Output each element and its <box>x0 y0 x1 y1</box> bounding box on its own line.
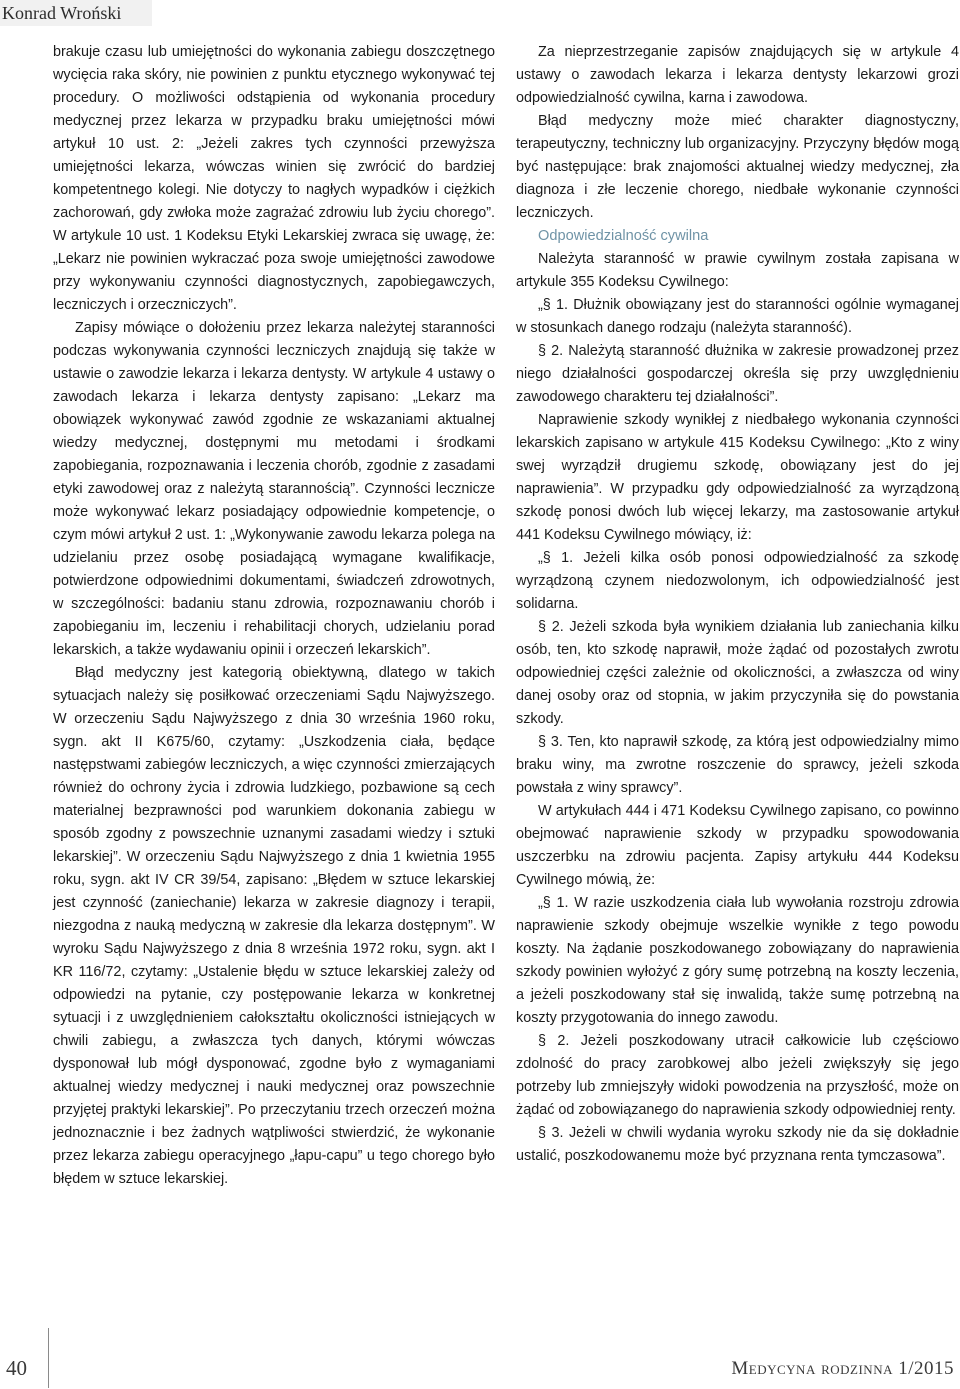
paragraph: Zapisy mówiące o dołożeniu przez lekarza należytej staranności podczas wykonywania czynności leczniczych znajdują się także w ustawie o zawodzie lekarza i lekarza dentysty. W artykule 4 ustawy o zawodach lekarza i lekarza dentysty zapisano: „Lekarz ma obowiązek wykonywać zawód zgodnie ze wskazaniami aktualnej wiedzy medycznej, dostępnymi mu metodami i środkami zapobiegania, rozpoznawania i leczenia chorób, zgodnie z zasadami etyki zawodowej oraz z należytą starannością”. Czynności lecznicze może wykonywać lekarz posiadający odpowiednie kompetencje, o czym mówi artykuł 2 ust. 1: „Wykonywanie zawodu lekarza polega na udzielaniu przez osobę posiadającą wymagane kwalifikacje, potwierdzone odpowiednimi dokumentami, świadczeń zdrowotnych, w szczególności: badaniu stanu zdrowia, rozpoznawaniu chorób i zapobieganiu im, leczeniu i rehabilitacji chorych, udzielaniu porad lekarskich, a także wydawaniu opinii i orzeczeń lekarskich”. <box>53 320 495 658</box>
journal-name: Medycyna rodzinna 1/2015 <box>731 1358 954 1379</box>
paragraph: Naprawienie szkody wynikłej z niedbałego wykonania czynności lekarskich zapisano w artykule 415 Kodeksu Cywilnego: „Kto z winy swej wyrządził drugiemu szkodę, obowiązany jest do jej naprawienia”. W przypadku gdy odpowiedzialność za wyrządzoną szkodę ponosi dwóch lub więcej lekarzy, ma zastosowanie artykuł 441 Kodeksu Cywilnego mówiący, iż: <box>516 412 959 543</box>
paragraph: § 3. Ten, kto naprawił szkodę, za którą jest odpowiedzialny mimo braku winy, ma zwrotne roszczenie do sprawcy, jeżeli szkoda powstała z winy sprawcy”. <box>516 734 959 796</box>
page-number: 40 <box>6 1356 27 1380</box>
paragraph: „§ 1. Jeżeli kilka osób ponosi odpowiedzialność za szkodę wyrządzoną czynem niedozwolonym, ich odpowiedzialność jest solidarna. <box>516 550 959 612</box>
paragraph: Należyta staranność w prawie cywilnym została zapisana w artykule 355 Kodeksu Cywilnego: <box>516 251 959 290</box>
paragraph: Za nieprzestrzeganie zapisów znajdujących się w artykule 4 ustawy o zawodach lekarza i lekarza dentysty lekarzowi grozi odpowiedzialność cywilna, karna i zawodowa. <box>516 44 959 106</box>
paragraph: „§ 1. Dłużnik obowiązany jest do staranności ogólnie wymaganej w stosunkach danego rodzaju (należyta staranność). <box>516 297 959 336</box>
author-header: Konrad Wroński <box>0 0 152 26</box>
paragraph: brakuje czasu lub umiejętności do wykonania zabiegu doszczętnego wycięcia raka skóry, nie powinien z punktu etycznego wykonywać tej procedury. O możliwości odstąpienia od wykonania procedury medycznej przez lekarza w przypadku braku umiejętności mówi artykuł 10 ust. 2: „Jeżeli zakres tych czynności przewyższa umiejętności lekarza, wówczas winien się zwrócić do bardziej kompetentnego kolegi. Nie dotyczy to nagłych wypadków i ciężkich zachorowań, gdy zwłoka może zagrażać zdrowiu lub życiu chorego”. W artykule 10 ust. 1 Kodeksu Etyki Lekarskiej zwraca się uwagę, że: „Lekarz nie powinien wykraczać poza swoje umiejętności zawodowe przy wykonywaniu czynności diagnostycznych, zapobiegawczych, leczniczych i orzeczniczych”. <box>53 44 495 313</box>
paragraph: Błąd medyczny może mieć charakter diagnostyczny, terapeutyczny, techniczny lub organizacyjny. Przyczyny błędów mogą być następujące: brak znajomości aktualnej wiedzy medycznej, zła diagnoza i złe leczenie chorego, niedbałe wykonanie czynności leczniczych. <box>516 113 959 221</box>
left-column <box>53 41 495 1191</box>
footer-divider <box>48 1328 49 1388</box>
right-column <box>516 41 959 1168</box>
paragraph: § 3. Jeżeli w chwili wydania wyroku szkody nie da się dokładnie ustalić, poszkodowanemu może być przyznana renta tymczasowa”. <box>516 1125 959 1164</box>
paragraph: § 2. Jeżeli poszkodowany utracił całkowicie lub częściowo zdolność do pracy zarobkowej albo jeżeli zwiększyły się jego potrzeby lub zmniejszyły widoki powodzenia na przyszłość, może on żądać od zobowiązanego do naprawienia szkody odpowiedniej renty. <box>516 1033 959 1118</box>
paragraph: § 2. Należytą staranność dłużnika w zakresie prowadzonej przez niego działalności gospodarczej określa się przy uwzględnieniu zawodowego charakteru tej działalności”. <box>516 343 959 405</box>
paragraph: „§ 1. W razie uszkodzenia ciała lub wywołania rozstroju zdrowia naprawienie szkody obejmuje wszelkie wynikłe z tego powodu koszty. Na żądanie poszkodowanego zobowiązany do naprawienia szkody powinien wyłożyć z góry sumę potrzebną na koszty leczenia, a jeżeli poszkodowany stał się inwalidą, także sumę potrzebną na koszty przygotowania do innego zawodu. <box>516 895 959 1026</box>
paragraph: W artykułach 444 i 471 Kodeksu Cywilnego zapisano, co powinno obejmować naprawienie szkody w przypadku spowodowania uszczerbku na zdrowiu pacjenta. Zapisy artykułu 444 Kodeksu Cywilnego mówią, że: <box>516 803 959 888</box>
paragraph: § 2. Jeżeli szkoda była wynikiem działania lub zaniechania kilku osób, ten, kto szkodę naprawił, może żądać od pozostałych zwrotu odpowiedniej części zależnie od okoliczności, a zwłaszcza od winy danej osoby oraz od stopnia, w jakim przyczyniła się do powstania szkody. <box>516 619 959 727</box>
section-heading: Odpowiedzialność cywilna <box>538 228 709 244</box>
paragraph: Błąd medyczny jest kategorią obiektywną, dlatego w takich sytuacjach należy się posiłkować orzeczeniami Sądu Najwyższego. W orzeczeniu Sądu Najwyższego z dnia 30 września 1960 roku, sygn. akt II K675/60, czytamy: „Uszkodzenia ciała, będące następstwami zabiegów leczniczych, a więc czynności zmierzających również do ochrony życia i zdrowia ludzkiego, pozbawione są cech materialnej bezprawności pod warunkiem dokonania zabiegu w sposób zgodny z powszechnie uznanymi zasadami wiedzy i sztuki lekarskiej”. W orzeczeniu Sądu Najwyższego z dnia 1 kwietnia 1955 roku, sygn. akt IV CR 39/54, zapisano: „Błędem w sztuce lekarskiej jest czynność (zaniechanie) lekarza w zakresie diagnozy i terapii, niezgodna z nauką medyczną w zakresie dla lekarza dostępnym”. W wyroku Sądu Najwyższego z dnia 8 września 1972 roku, sygn. akt I KR 116/72, czytamy: „Ustalenie błędu w sztuce lekarskiej zależy od odpowiedzi na pytanie, czy postępowanie lekarza w konkretnej sytuacji i z uwzględnieniem całokształtu okoliczności istniejących w chwili zabiegu, a zwłaszcza tych danych, którymi wówczas dysponował lub mógł dysponować, zgodne było z wymaganiami aktualnej wiedzy medycznej i nauki medycznej oraz powszechnie przyjętej praktyki lekarskiej”. Po przeczytaniu trzech orzeczeń można jednoznacznie i bez żadnych wątpliwości stwierdzić, że wykonanie przez lekarza zabiegu operacyjnego „łapu-capu” u tego chorego było błędem w sztuce lekarskiej. <box>53 665 495 1187</box>
